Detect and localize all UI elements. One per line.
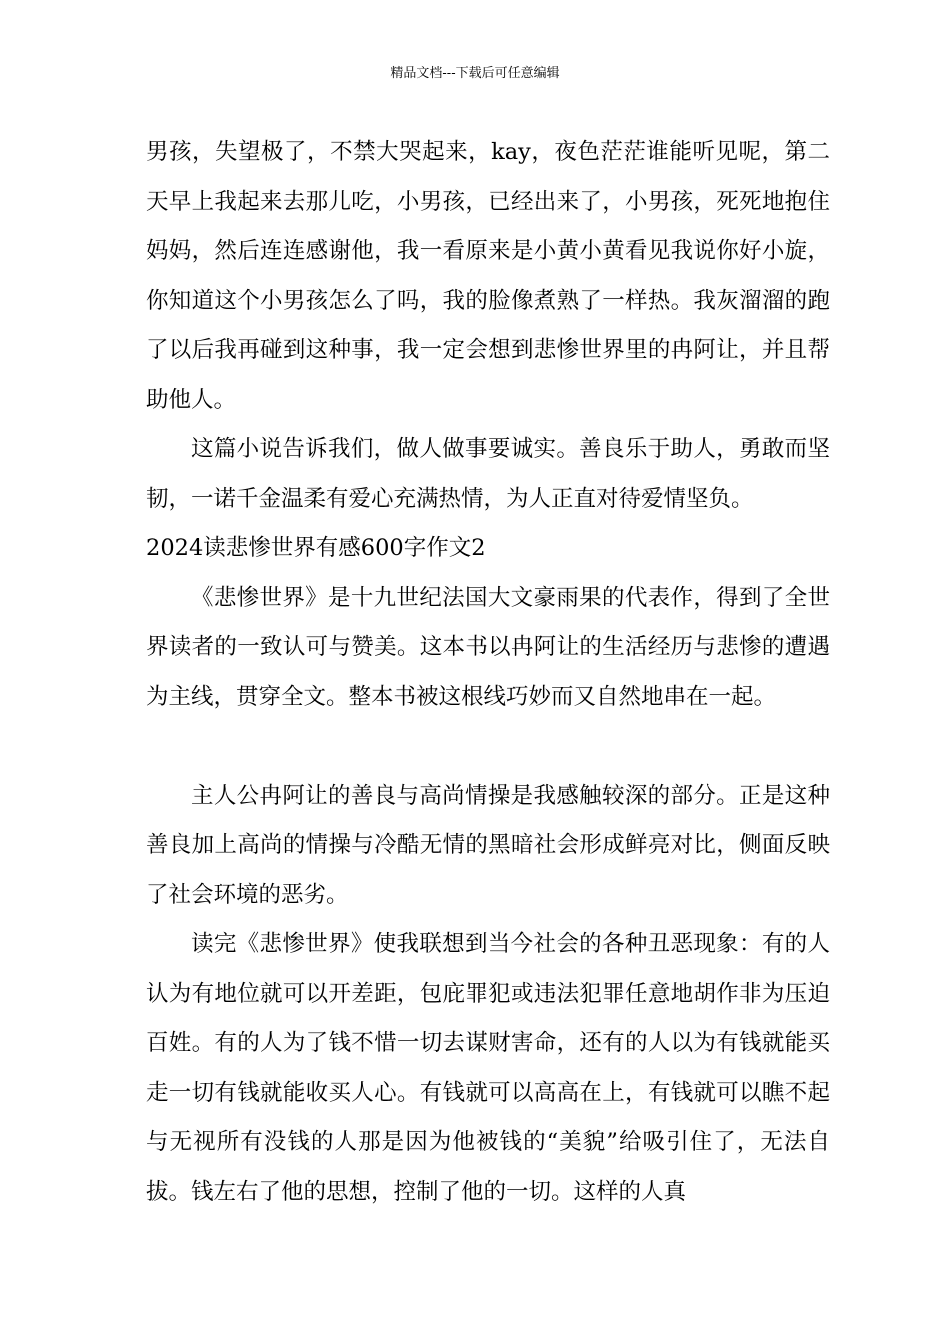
document-body — [146, 128, 830, 1217]
paragraph-continuation: 男孩，失望极了，不禁大哭起来，kay，夜色茫茫谁能听见呢，第二天早上我起来去那儿吃，小男孩，已经出来了，小男孩，死死地抱住妈妈，然后连连感谢他，我一看原来是小黄小黄看见我说你好小旋，你知道这个小男孩怎么了吗，我的脸像煮熟了一样热。我灰溜溜的跑了以后我再碰到这种事，我一定会想到悲惨世界里的冉阿让，并且帮助他人。 — [146, 139, 830, 413]
paragraph-gap — [146, 722, 830, 772]
paragraph-intro: 《悲惨世界》是十九世纪法国大文豪雨果的代表作，得到了全世界读者的一致认可与赞美。这本书以冉阿让的生活经历与悲惨的遭遇为主线，贯穿全文。整本书被这根线巧妙而又自然地串在一起。 — [146, 584, 830, 710]
page-header: 精品文档---下载后可任意编辑 — [390, 66, 560, 81]
paragraph-protagonist: 主人公冉阿让的善良与高尚情操是我感触较深的部分。正是这种善良加上高尚的情操与冷酷无情的黑暗社会形成鲜亮对比，侧面反映了社会环境的恶劣。 — [146, 782, 830, 908]
paragraph-reflection: 读完《悲惨世界》使我联想到当今社会的各种丑恶现象：有的人认为有地位就可以开差距，包庇罪犯或违法犯罪任意地胡作非为压迫百姓。有的人为了钱不惜一切去谋财害命，还有的人以为有钱就能买走一切有钱就能收买人心。有钱就可以高高在上，有钱就可以瞧不起与无视所有没钱的人那是因为他被钱的“美貌”给吸引住了，无法自拔。钱左右了他的思想，控制了他的一切。这样的人真 — [146, 931, 830, 1205]
paragraph-summary: 这篇小说告诉我们，做人做事要诚实。善良乐于助人，勇敢而坚韧，一诺千金温柔有爱心充满热情，为人正直对待爱情坚负。 — [146, 436, 830, 512]
essay-title: 2024读悲惨世界有感600字作文2 — [146, 535, 486, 561]
